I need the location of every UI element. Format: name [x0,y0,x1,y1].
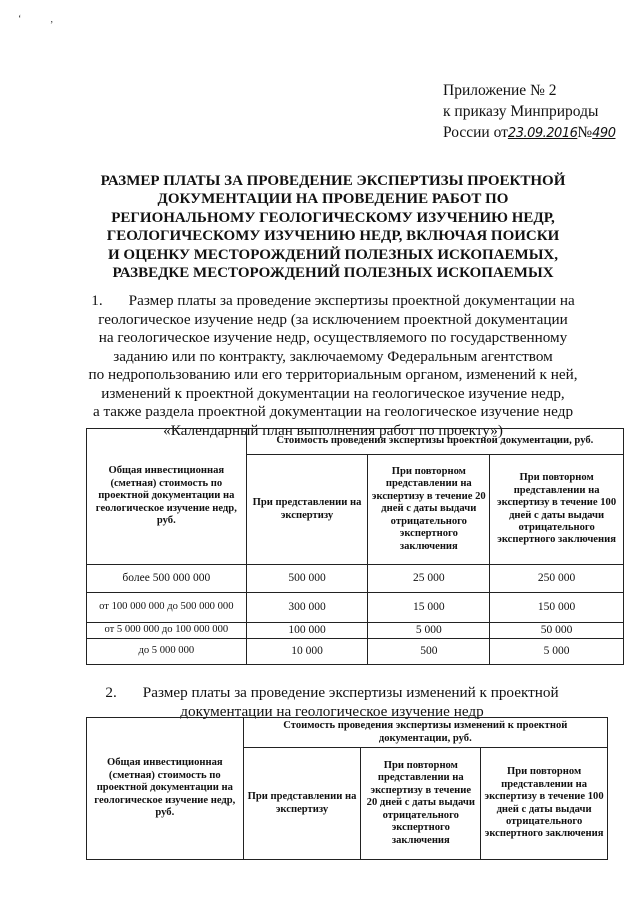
section-2-line: 2. Размер платы за проведение экспертизы изменений к проектной [105,684,559,701]
section-1-line: 1. Размер платы за проведение экспертизы проектной документации на [91,292,575,309]
section-1-text [78,292,588,440]
title-line: ГЕОЛОГИЧЕСКОМУ ИЗУЧЕНИЮ НЕДР, ВКЛЮЧАЯ ПОИСКИ [106,228,560,245]
table-row [87,593,624,623]
section-1-line: на геологическое изучение недр, осуществляемого по государственному [98,329,568,346]
table1-cell: 10 000 [246,639,368,665]
section-1-line: заданию или по контракту, заключаемому Федеральным агентством [113,347,553,365]
appendix-handwritten-number: 490 [592,126,616,141]
title-line: РЕГИОНАЛЬНОМУ ГЕОЛОГИЧЕСКОМУ ИЗУЧЕНИЮ НЕДР, [111,209,555,226]
table1-cell: 250 000 [490,565,624,593]
table2-group-header: Стоимость проведения экспертизы изменений к проектной документации, руб. [243,718,607,748]
table1-group-header: Стоимость проведения экспертизы проектной документации, руб. [246,429,623,455]
scan-mark-left: ‘ [18,14,22,25]
table2-subheader: При повторном представлении на экспертизу в течение 20 дней с даты выдачи отрицательного экспертного заключения [361,748,481,860]
table1-cell: 300 000 [246,593,368,623]
table-row [87,639,624,665]
section-1-line: по недропользованию или его территориальным органом, изменений к ней, [88,366,578,383]
table1-cell: 15 000 [368,593,490,623]
table1-cell: 5 000 [368,623,490,639]
table1-cell: от 5 000 000 до 100 000 000 [87,623,247,639]
title-line: РАЗВЕДКЕ МЕСТОРОЖДЕНИЙ ПОЛЕЗНЫХ ИСКОПАЕМЫХ [112,265,554,282]
title-line: РАЗМЕР ПЛАТЫ ЗА ПРОВЕДЕНИЕ ЭКСПЕРТИЗЫ ПРОЕКТНОЙ [100,173,566,189]
section-2-line: документации на геологическое изучение недр [180,702,484,720]
appendix-line-2: к приказу Минприроды [443,103,599,120]
table-row [87,623,624,639]
scan-mark-right: ‚ [50,14,54,25]
title-line: ДОКУМЕНТАЦИИ НА ПРОВЕДЕНИЕ РАБОТ ПО [157,191,509,208]
appendix-line-3 [443,122,615,144]
table1-cell: 100 000 [246,623,368,639]
fee-table-2 [86,717,608,860]
table1-subheader: При повторном представлении на экспертизу в течение 20 дней с даты выдачи отрицательного экспертного заключения [368,455,490,565]
table1-cell: более 500 000 000 [87,565,247,593]
section-2-number: 2. [105,684,117,701]
section-1-line: геологическое изучение недр (за исключением проектной документации [98,310,568,328]
table2-col0-header: Общая инвестиционная (сметная) стоимость по проектной документации на геологическое изучение недр, руб. [87,718,244,860]
appendix-line-3-prefix: России от [443,124,508,141]
table-row [87,565,624,593]
fee-table-1 [86,428,624,665]
table1-col0-header: Общая инвестиционная (сметная) стоимость по проектной документации на геологическое изучение недр, руб. [87,429,247,565]
table1-cell: 50 000 [490,623,624,639]
table2-subheader: При представлении на экспертизу [243,748,361,860]
table1-cell: от 100 000 000 до 500 000 000 [87,593,247,623]
appendix-handwritten-date: 23.09.2016 [507,126,578,141]
table1-cell: 150 000 [490,593,624,623]
appendix-line-1: Приложение № 2 [443,82,557,99]
table1-subheader: При повторном представлении на экспертизу в течение 100 дней с даты выдачи отрицательного экспертного заключения [490,455,624,565]
section-1-line: изменений к проектной документации на геологическое изучение недр, [101,384,565,402]
section-2-text [76,684,588,721]
table1-cell: до 5 000 000 [87,639,247,665]
table1-cell: 500 000 [246,565,368,593]
appendix-number-sign: № [577,124,593,141]
table1-cell: 500 [368,639,490,665]
table1-cell: 25 000 [368,565,490,593]
table1-cell: 5 000 [490,639,624,665]
section-1-number: 1. [91,292,103,309]
document-title [100,172,566,282]
appendix-block [443,80,615,144]
table2-subheader: При повторном представлении на экспертизу в течение 100 дней с даты выдачи отрицательного экспертного заключения [481,748,608,860]
section-1-line: «Календарный план выполнения работ по проекту») [163,421,503,439]
table1-subheader: При представлении на экспертизу [246,455,368,565]
section-1-line: а также раздела проектной документации на геологическое изучение недр [92,403,574,420]
title-line: И ОЦЕНКУ МЕСТОРОЖДЕНИЙ ПОЛЕЗНЫХ ИСКОПАЕМЫХ, [108,246,558,263]
